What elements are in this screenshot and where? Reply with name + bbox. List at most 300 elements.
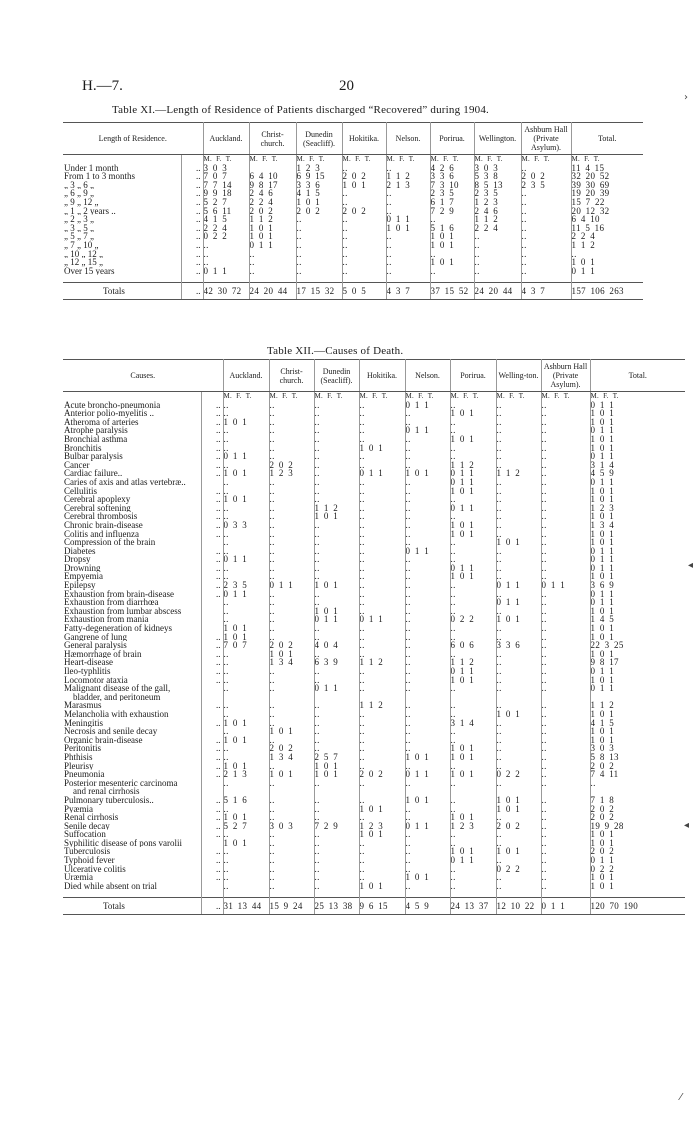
col-header-hokitika: Hokitika. [342, 123, 386, 155]
row-value: 2 0 2 [590, 804, 615, 814]
row-value: .. [496, 736, 541, 745]
row-value: 0 1 1 [590, 598, 615, 607]
row-value: 1 0 1 [430, 232, 474, 241]
row-value: .. [386, 241, 430, 250]
row-value: .. [541, 461, 590, 470]
row-value: .. [359, 607, 405, 616]
row-value: .. [296, 258, 342, 267]
row-value: .. [541, 701, 590, 710]
col-header-christchurch: Christ-church. [249, 123, 296, 155]
row-value: .. [359, 865, 405, 874]
table-row [63, 770, 685, 779]
row-value: 1 0 1 [314, 512, 359, 521]
row-value: .. [359, 564, 405, 573]
row-value: .. [450, 701, 496, 710]
blank-cell [430, 275, 474, 283]
table-row [63, 258, 643, 267]
totals-row [63, 898, 685, 915]
row-leader-dots: .. [201, 796, 223, 805]
row-value: .. [314, 719, 359, 728]
table-11-header-row [63, 123, 643, 155]
row-value: .. [359, 452, 405, 461]
row-leader-dots: .. [201, 753, 223, 762]
row-value: .. [269, 847, 314, 856]
row-value: .. [386, 164, 430, 173]
row-value: .. [269, 418, 314, 427]
row-value: .. [269, 615, 314, 624]
row-value: .. [386, 198, 430, 207]
row-value: .. [314, 813, 359, 822]
row-leader-dots: .. [201, 873, 223, 882]
row-value: .. [450, 865, 496, 874]
table-row [63, 530, 685, 539]
table-row [63, 469, 685, 478]
row-value: 0 1 1 [590, 400, 615, 410]
row-value: .. [359, 461, 405, 470]
row-label: Tuberculosis [63, 847, 201, 856]
row-leader-dots: .. [201, 744, 223, 753]
row-value: .. [314, 564, 359, 573]
row-value: .. [359, 839, 405, 848]
row-value: .. [496, 779, 541, 788]
row-value: 7 3 10 [430, 181, 474, 190]
row-value: .. [314, 865, 359, 874]
row-value: 2 0 2 [521, 172, 571, 181]
row-value: .. [314, 572, 359, 581]
row-value: .. [269, 676, 314, 685]
row-value: 1 0 1 [450, 770, 496, 779]
row-value: 1 0 1 [450, 409, 496, 418]
row-value: .. [541, 882, 590, 891]
row-value: 1 0 1 [590, 735, 615, 745]
row-value: .. [541, 418, 590, 427]
row-value: 1 0 1 [223, 418, 269, 427]
row-value: .. [571, 249, 577, 259]
row-value: 1 0 1 [223, 719, 269, 728]
row-value: .. [314, 830, 359, 839]
row-value: .. [496, 762, 541, 771]
row-value: .. [359, 684, 405, 693]
row-value: .. [223, 598, 269, 607]
row-value: .. [450, 590, 496, 599]
row-label: Melancholia with exhaustion [63, 710, 201, 719]
row-label: Cancer [63, 461, 201, 470]
row-value: .. [314, 856, 359, 865]
row-value: 1 0 1 [223, 736, 269, 745]
row-leader-dots: .. [201, 805, 223, 814]
row-value: 1 0 1 [223, 762, 269, 771]
col-header-auckland: Auckland. [203, 123, 249, 155]
row-value: .. [450, 452, 496, 461]
row-value: .. [405, 564, 450, 573]
row-value: 0 1 1 [450, 564, 496, 573]
page-number: 20 [339, 78, 354, 94]
row-value: .. [450, 555, 496, 564]
row-value: .. [405, 676, 450, 685]
row-value: .. [314, 590, 359, 599]
row-value: .. [474, 267, 521, 276]
row-value: .. [359, 521, 405, 530]
row-value: 3 6 9 [590, 581, 615, 590]
table-row [63, 444, 685, 453]
row-value [314, 787, 359, 796]
row-value: .. [450, 805, 496, 814]
table-row [63, 181, 643, 190]
row-leader-dots: .. [201, 847, 223, 856]
mft-label: M. F. T. [571, 155, 600, 163]
row-value [405, 787, 450, 796]
row-label: Locomotor ataxia [63, 676, 201, 685]
row-value: 0 1 1 [359, 615, 405, 624]
row-label: „ 3 „ 5 „ [63, 224, 181, 233]
row-value: .. [541, 598, 590, 607]
totals-value: 42 30 72 [203, 283, 249, 300]
row-value: 1 0 1 [496, 710, 541, 719]
row-value: 1 0 1 [223, 469, 269, 478]
row-value: 0 1 1 [590, 477, 615, 487]
row-value: 1 4 5 [590, 615, 615, 625]
table-12-caption: Table XII.—Causes of Death. [267, 345, 404, 357]
row-value: 0 2 2 [496, 865, 541, 874]
row-value: .. [359, 547, 405, 556]
row-leader-dots: .. [201, 409, 223, 418]
table-row [63, 250, 643, 259]
row-value: .. [405, 805, 450, 814]
row-value: .. [269, 865, 314, 874]
row-value: .. [359, 435, 405, 444]
row-leader-dots: .. [201, 504, 223, 513]
blank-cell [63, 155, 181, 164]
row-label: Cardiac failure.. [63, 469, 201, 478]
row-value: 1 0 1 [249, 224, 296, 233]
table-row [63, 701, 685, 710]
row-value: .. [223, 564, 269, 573]
row-leader-dots: .. [201, 701, 223, 710]
table-row [63, 241, 643, 250]
row-value: .. [314, 461, 359, 470]
row-leader-dots: .. [201, 762, 223, 771]
row-leader-dots [201, 615, 223, 624]
row-value: 0 3 3 [223, 521, 269, 530]
table-row [63, 753, 685, 762]
row-value: 6 0 6 [450, 641, 496, 650]
table-row [63, 572, 685, 581]
row-value: .. [405, 615, 450, 624]
row-value: .. [314, 555, 359, 564]
row-value: .. [314, 418, 359, 427]
row-leader-dots: .. [201, 418, 223, 427]
row-label: „ 12 „ 15 „ [63, 258, 181, 267]
row-value: .. [405, 435, 450, 444]
row-value: 1 1 2 [571, 240, 596, 250]
row-leader-dots: .. [201, 469, 223, 478]
row-value: .. [496, 813, 541, 822]
row-value: 1 0 1 [269, 727, 314, 736]
row-value: .. [521, 224, 571, 233]
row-label: Posterior mesenteric carcinoma [63, 779, 201, 788]
row-value: 1 0 1 [342, 181, 386, 190]
row-value: .. [223, 805, 269, 814]
row-label: Peritonitis [63, 744, 201, 753]
blank-cell [201, 392, 223, 401]
row-value: 2 3 5 [430, 189, 474, 198]
row-value: .. [314, 796, 359, 805]
row-label: „ 2 „ 3 „ [63, 215, 181, 224]
row-value: .. [314, 701, 359, 710]
row-value [590, 693, 685, 702]
row-value: .. [314, 521, 359, 530]
row-value: 1 2 3 [450, 822, 496, 831]
row-value: 3 0 3 [203, 164, 249, 173]
row-value: 2 2 4 [203, 224, 249, 233]
row-value: .. [269, 598, 314, 607]
row-leader-dots: .. [181, 258, 203, 267]
row-value: .. [342, 258, 386, 267]
row-value: .. [359, 555, 405, 564]
row-value: .. [541, 770, 590, 779]
row-value: .. [541, 839, 590, 848]
row-value: .. [541, 547, 590, 556]
row-leader-dots: .. [181, 224, 203, 233]
row-value: .. [269, 487, 314, 496]
row-leader-dots [201, 693, 223, 702]
row-value: .. [342, 215, 386, 224]
row-value: .. [521, 164, 571, 173]
row-value: .. [405, 607, 450, 616]
row-value: 1 0 1 [405, 796, 450, 805]
row-value: .. [386, 250, 430, 259]
row-leader-dots: .. [181, 283, 203, 300]
row-value: .. [450, 538, 496, 547]
row-value: .. [269, 839, 314, 848]
row-value: 0 1 1 [450, 856, 496, 865]
row-label: and renal cirrhosis [63, 787, 201, 796]
row-value: 7 0 7 [203, 172, 249, 181]
row-value: 4 1 5 [590, 718, 615, 728]
row-value: 1 0 1 [590, 873, 615, 882]
mft-label: M. F. T. [314, 392, 359, 401]
row-value: .. [450, 839, 496, 848]
row-leader-dots [201, 684, 223, 693]
row-value: .. [521, 198, 571, 207]
row-value: .. [541, 555, 590, 564]
row-value: 1 0 1 [450, 487, 496, 496]
row-value: .. [430, 215, 474, 224]
row-value: .. [541, 736, 590, 745]
row-leader-dots [201, 779, 223, 788]
row-value: 0 1 1 [386, 215, 430, 224]
row-leader-dots: .. [201, 822, 223, 831]
row-value: .. [359, 650, 405, 659]
table-row [63, 267, 643, 276]
row-value: .. [521, 258, 571, 267]
blank-cell [541, 890, 590, 898]
row-value: .. [269, 444, 314, 453]
row-value: 3 0 3 [590, 744, 615, 753]
row-label: Ulcerative colitis [63, 865, 201, 874]
row-label: Cellulitis [63, 487, 201, 496]
row-value [359, 693, 405, 702]
row-value: 2 2 4 [474, 224, 521, 233]
row-leader-dots: .. [201, 547, 223, 556]
row-value: .. [359, 581, 405, 590]
row-value: .. [223, 487, 269, 496]
row-value: 1 0 1 [405, 469, 450, 478]
row-value: .. [521, 267, 571, 276]
mft-label: M. F. T. [386, 155, 430, 164]
row-leader-dots: .. [181, 267, 203, 276]
row-value: .. [223, 461, 269, 470]
table-row [63, 198, 643, 207]
row-value: .. [269, 426, 314, 435]
row-value: .. [405, 590, 450, 599]
row-value: 1 0 1 [386, 224, 430, 233]
row-label: Ileo-typhlitis [63, 667, 201, 676]
row-value: 4 0 4 [314, 641, 359, 650]
row-value: .. [405, 409, 450, 418]
row-value: .. [223, 779, 269, 788]
row-leader-dots: .. [201, 487, 223, 496]
row-value: .. [314, 727, 359, 736]
row-value: 1 0 1 [249, 232, 296, 241]
row-value: .. [359, 762, 405, 771]
row-value: 1 0 1 [359, 805, 405, 814]
row-value: 1 0 1 [450, 753, 496, 762]
row-value: 9 9 18 [203, 189, 249, 198]
table-row [63, 856, 685, 865]
row-value: .. [496, 564, 541, 573]
mft-label: M. F. T. [296, 155, 342, 164]
row-value: .. [359, 667, 405, 676]
row-value [223, 787, 269, 796]
row-value: 0 1 1 [249, 241, 296, 250]
table-row [63, 727, 685, 736]
row-value: .. [223, 830, 269, 839]
row-value: .. [450, 444, 496, 453]
table-row [63, 189, 643, 198]
col-header-dunedin: Dunedin (Seacliff). [314, 360, 359, 392]
row-value: 6 9 15 [296, 172, 342, 181]
row-value: .. [223, 572, 269, 581]
row-value: .. [450, 873, 496, 882]
row-value: 3 0 3 [269, 822, 314, 831]
row-value: .. [269, 512, 314, 521]
row-value: .. [450, 495, 496, 504]
row-value: 1 0 1 [590, 512, 615, 521]
row-value: .. [269, 882, 314, 891]
row-value: .. [541, 478, 590, 487]
row-value: .. [223, 435, 269, 444]
row-value [269, 693, 314, 702]
row-value: .. [541, 615, 590, 624]
row-value: .. [314, 547, 359, 556]
row-value: .. [541, 658, 590, 667]
row-value: .. [314, 487, 359, 496]
row-value: 1 0 1 [450, 572, 496, 581]
row-value: .. [269, 495, 314, 504]
row-value: .. [541, 719, 590, 728]
row-leader-dots: .. [201, 435, 223, 444]
row-value: 1 0 1 [590, 529, 615, 539]
row-value: 7 7 14 [203, 181, 249, 190]
row-value: .. [314, 495, 359, 504]
row-value [223, 693, 269, 702]
row-value: 39 30 69 [571, 180, 610, 190]
totals-value: 4 3 7 [521, 283, 571, 300]
row-value: 1 1 2 [314, 504, 359, 513]
row-label: Pneumonia [63, 770, 201, 779]
row-value: .. [541, 521, 590, 530]
row-value: .. [405, 839, 450, 848]
row-value: .. [496, 452, 541, 461]
row-value: 2 0 2 [269, 461, 314, 470]
mft-label: M. F. T. [359, 392, 405, 401]
row-value: .. [474, 241, 521, 250]
row-value: .. [342, 189, 386, 198]
row-value: .. [405, 512, 450, 521]
row-value: 7 0 7 [223, 641, 269, 650]
row-value: .. [541, 469, 590, 478]
row-value: .. [450, 736, 496, 745]
row-label: Heart-disease [63, 658, 201, 667]
row-label: Bulbar paralysis [63, 452, 201, 461]
row-label: Renal cirrhosis [63, 813, 201, 822]
row-value: 2 0 2 [342, 172, 386, 181]
row-value: 1 0 1 [314, 607, 359, 616]
row-value: 1 0 1 [269, 650, 314, 659]
row-label: Compression of the brain [63, 538, 201, 547]
row-value: .. [296, 250, 342, 259]
row-value: .. [541, 805, 590, 814]
row-value: .. [223, 478, 269, 487]
row-value: 1 1 2 [474, 215, 521, 224]
row-value: 1 0 1 [590, 409, 615, 418]
row-value: 2 0 2 [590, 761, 615, 771]
row-value: .. [450, 581, 496, 590]
table-row [63, 495, 685, 504]
row-leader-dots: .. [181, 181, 203, 190]
blank-cell [450, 890, 496, 898]
totals-value: 157 106 263 [571, 283, 643, 300]
row-leader-dots: .. [201, 581, 223, 590]
row-value: .. [405, 882, 450, 891]
row-value: 0 1 1 [496, 598, 541, 607]
blank-cell [223, 890, 269, 898]
row-value: 1 0 1 [590, 675, 615, 685]
table-row [63, 435, 685, 444]
row-value: 1 0 1 [590, 632, 615, 642]
row-value: .. [405, 650, 450, 659]
row-leader-dots: .. [181, 232, 203, 241]
row-value [450, 787, 496, 796]
row-value: 22 3 25 [590, 641, 624, 650]
row-label: Malignant disease of the gall, [63, 684, 201, 693]
row-leader-dots: .. [201, 719, 223, 728]
col-header-nelson: Nelson. [386, 123, 430, 155]
row-leader-dots: .. [201, 564, 223, 573]
row-value [541, 693, 590, 702]
col-header-wellington: Welling-ton. [496, 360, 541, 392]
table-row [63, 581, 685, 590]
row-value: .. [269, 719, 314, 728]
row-value: .. [296, 267, 342, 276]
row-value: .. [223, 847, 269, 856]
table-12-header-row [63, 360, 685, 392]
row-value: 19 20 39 [571, 189, 610, 198]
blank-cell [342, 275, 386, 283]
row-value: 1 1 2 [249, 215, 296, 224]
totals-value: 4 3 7 [386, 283, 430, 300]
